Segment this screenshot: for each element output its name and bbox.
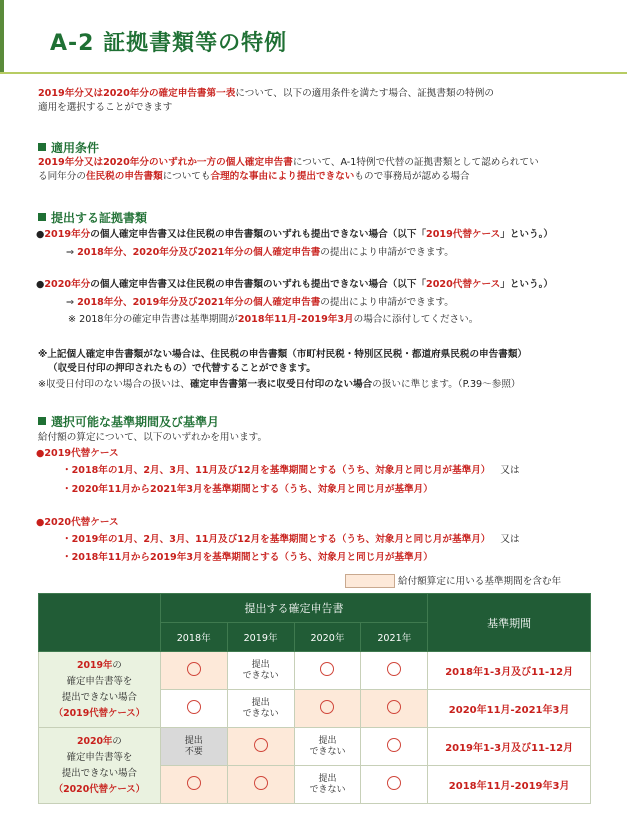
group-line-3: 提出できない場合 [61, 767, 137, 779]
conditions-text-2c: もので事務局が認める場合 [354, 171, 470, 182]
case-2020-text: の個人確定申告書又は住民税の申告書類のいずれも提出できない場合（以下「 [90, 279, 427, 290]
note-text-a: ※ 2018年分の確定申告書は基準期間が [68, 314, 238, 325]
square-bullet-icon [38, 417, 46, 425]
stamp-note-b: 確定申告書第一表に収受日付印のない場合 [189, 379, 373, 390]
case-2019-sub-red: 2018年分、2020年分及び2021年分の個人確定申告書 [77, 247, 321, 258]
conditions-text-2b: についても [162, 171, 211, 182]
table-header-year: 2018年 [160, 623, 227, 652]
section-heading-text: 適用条件 [51, 141, 100, 155]
cell-text: 提出 [318, 735, 337, 746]
case-2019-end: 」という。） [500, 229, 554, 240]
row-group-2019 [39, 652, 161, 728]
cell-text: 提出 [184, 735, 203, 746]
case-2020-bullet [36, 278, 553, 292]
cell-text: できない [309, 746, 346, 757]
cell-used [227, 766, 294, 804]
or-text: 又は [500, 465, 520, 476]
section-applicable-conditions [38, 139, 99, 156]
group-line-2: 確定申告書等を [66, 675, 133, 687]
case-2020-sub-rest: の提出により申請ができます。 [320, 297, 454, 308]
section-heading-text: 選択可能な基準期間及び基準月 [51, 415, 220, 429]
bullet-icon: ● [36, 229, 45, 240]
group-line-3: 提出できない場合 [61, 691, 137, 703]
cell-text: 提出 [318, 773, 337, 784]
page-title: A-2 証拠書類等の特例 [50, 31, 288, 56]
cell-used [361, 690, 428, 728]
circle-mark-icon [254, 738, 268, 752]
case2-option-1-text: ・2019年の1月、2月、3月、11月及び12月を基準期間とする（うち、対象月と同じ月が基準月） [62, 534, 491, 545]
row-group-2020 [39, 728, 161, 804]
case-2019-sub [66, 246, 454, 260]
cell-period: 2019年1-3月及び11-12月 [428, 728, 591, 766]
or-text: 又は [500, 534, 520, 545]
cell-not-needed [160, 728, 227, 766]
circle-mark-icon [187, 662, 201, 676]
circle-mark-icon [320, 700, 334, 714]
conditions-red-2b: 合理的な事由により提出できない [210, 171, 355, 182]
cell-text: 不要 [184, 746, 203, 757]
conditions-line-2 [38, 170, 470, 184]
case2-option-2: ・2018年11月から2019年3月を基準期間とする（うち、対象月と同じ月が基準月） [62, 552, 433, 563]
group-particle: の [112, 659, 122, 671]
cell-used [160, 766, 227, 804]
case1-option-1-text: ・2018年の1月、2月、3月、11月及び12月を基準期間とする（うち、対象月と同じ月が基準月） [62, 465, 491, 476]
case-2020-year: 2020年分 [44, 279, 91, 290]
cell-text: 提出 [251, 659, 270, 670]
case2-title: ●2020代替ケース [36, 517, 119, 528]
section-documents [38, 209, 147, 226]
conditions-line-1 [38, 156, 539, 170]
base-period-intro: 給付額の算定について、以下のいずれかを用います。 [38, 432, 268, 443]
cell-cannot-submit [294, 728, 361, 766]
circle-mark-icon [387, 776, 401, 790]
case-2019-bullet [36, 228, 553, 242]
cell-required [294, 652, 361, 690]
conditions-red-1: 2019年分又は2020年分のいずれか一方の個人確定申告書 [38, 157, 293, 168]
cell-cannot-submit [294, 766, 361, 804]
group-particle: の [112, 735, 122, 747]
case1-option-2: ・2020年11月から2021年3月を基準期間とする（うち、対象月と同じ月が基準月） [62, 484, 433, 495]
cell-cannot-submit [227, 652, 294, 690]
title-accent-bar [0, 0, 4, 72]
case-2020-sub-red: 2018年分、2019年分及び2021年分の個人確定申告書 [77, 297, 321, 308]
case-2020-name: 2020代替ケース [426, 279, 501, 290]
circle-mark-icon [320, 662, 334, 676]
table-header-year: 2019年 [227, 623, 294, 652]
case-2019-name: 2019代替ケース [426, 229, 501, 240]
circle-mark-icon [187, 700, 201, 714]
stamp-note-a: ※収受日付印のない場合の扱いは、 [38, 379, 190, 390]
circle-mark-icon [254, 776, 268, 790]
case-2020-sub [66, 296, 454, 310]
legend-swatch [345, 574, 395, 588]
arrow-icon: ⇒ [66, 247, 78, 258]
title-divider [0, 72, 627, 74]
cell-used [160, 652, 227, 690]
conditions-text-2a: る同年分の [38, 171, 86, 182]
table-corner [39, 594, 161, 652]
group-year: 2019年 [76, 659, 113, 671]
conditions-red-2a: 住民税の申告書類 [85, 171, 163, 182]
table-header-period: 基準期間 [428, 594, 591, 652]
case2-option-1 [62, 533, 520, 547]
case-2019-sub-rest: の提出により申請ができます。 [320, 247, 454, 258]
table-header-year: 2021年 [361, 623, 428, 652]
case-2020-end: 」という。） [500, 279, 554, 290]
circle-mark-icon [387, 738, 401, 752]
conditions-text-1: について、A-1特例で代替の証拠書類として認められてい [292, 157, 539, 168]
circle-mark-icon [387, 700, 401, 714]
cell-text: できない [242, 670, 279, 681]
table-row [39, 728, 591, 766]
section-heading-text: 提出する証拠書類 [51, 211, 148, 225]
bullet-icon: ● [36, 279, 45, 290]
group-case-name: （2020代替ケース） [53, 783, 145, 795]
table-header-submit: 提出する確定申告書 [160, 594, 428, 623]
cell-required [160, 690, 227, 728]
table-row [39, 652, 591, 690]
group-line-2: 確定申告書等を [66, 751, 133, 763]
cell-text: できない [309, 784, 346, 795]
case1-title: ●2019代替ケース [36, 448, 119, 459]
square-bullet-icon [38, 213, 46, 221]
circle-mark-icon [387, 662, 401, 676]
cell-cannot-submit [227, 690, 294, 728]
legend-text: 給付額算定に用いる基準期間を含む年 [398, 576, 562, 587]
cell-used [227, 728, 294, 766]
square-bullet-icon [38, 143, 46, 151]
group-year: 2020年 [76, 735, 113, 747]
cell-used [294, 690, 361, 728]
arrow-icon: ⇒ [66, 297, 78, 308]
cell-period: 2020年11月-2021年3月 [428, 690, 591, 728]
resident-tax-note-line-2: （収受日付印の押印されたもの）で代替することができます。 [48, 363, 316, 374]
group-case-name: （2019代替ケース） [53, 707, 145, 719]
note-red: 2018年11月-2019年3月 [237, 314, 354, 325]
resident-tax-note-line-1: ※上記個人確定申告書類がない場合は、住民税の申告書類（市町村民税・特別区民税・都道府県民税の申告書類） [38, 349, 528, 360]
section-base-period [38, 413, 219, 430]
table-header-year: 2020年 [294, 623, 361, 652]
cell-period: 2018年11月-2019年3月 [428, 766, 591, 804]
cell-required [361, 652, 428, 690]
cell-text: 提出 [251, 697, 270, 708]
intro-line-2: 適用を選択することができます [38, 102, 173, 113]
case-2019-year: 2019年分 [44, 229, 91, 240]
cell-text: できない [242, 708, 279, 719]
intro-line-1 [38, 87, 494, 101]
case-2020-note [68, 313, 478, 327]
title-bar [0, 0, 627, 72]
case-2019-text: の個人確定申告書又は住民税の申告書類のいずれも提出できない場合（以下「 [90, 229, 427, 240]
case1-option-1 [62, 464, 520, 478]
cell-period: 2018年1-3月及び11-12月 [428, 652, 591, 690]
base-period-table [38, 593, 591, 804]
cell-required [361, 766, 428, 804]
stamp-note [38, 378, 521, 392]
intro-rest: について、以下の適用条件を満たす場合、証拠書類の特例の [235, 88, 494, 99]
circle-mark-icon [187, 776, 201, 790]
note-text-b: の場合に添付してください。 [353, 314, 479, 325]
intro-red: 2019年分又は2020年分の確定申告書第一表 [38, 88, 236, 99]
stamp-note-c: の扱いに準じます。（P.39～参照） [372, 379, 521, 390]
cell-required [361, 728, 428, 766]
